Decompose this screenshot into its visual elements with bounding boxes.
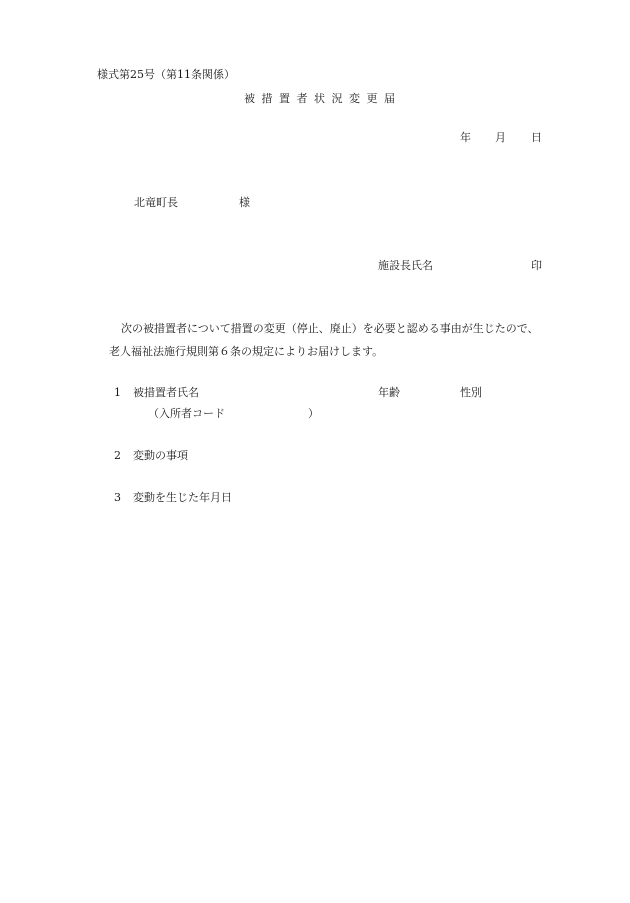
item-label-change-date: 変動を生じた年月日 (133, 491, 232, 504)
body-text-line-2: 老人福祉法施行規則第６条の規定によりお届けします。 (109, 345, 384, 358)
addressee-honorific: 様 (239, 196, 250, 209)
age-label: 年齢 (378, 386, 400, 399)
director-name-label: 施設長氏名 (378, 259, 433, 272)
item-number-3: 3 (114, 491, 121, 504)
date-day-label: 日 (531, 131, 542, 144)
addressee-name: 北竜町長 (134, 196, 178, 209)
date-year-label: 年 (460, 131, 471, 144)
sex-label: 性別 (460, 386, 482, 399)
item-number-1: 1 (114, 386, 121, 399)
body-text-line-1: 次の被措置者について措置の変更（停止、廃止）を必要と認める事由が生じたので、 (121, 322, 539, 335)
date-month-label: 月 (495, 131, 506, 144)
item-label-change-matter: 変動の事項 (133, 449, 188, 462)
seal-mark: 印 (531, 259, 542, 272)
document-title: 被措置者状況変更届 (244, 92, 402, 105)
resident-code-close-paren: ） (308, 407, 319, 420)
item-label-recipient-name: 被措置者氏名 (133, 386, 199, 399)
item-number-2: 2 (114, 449, 121, 462)
form-number: 様式第25号（第11条関係） (97, 68, 235, 81)
resident-code-label: （入所者コード (148, 407, 225, 420)
